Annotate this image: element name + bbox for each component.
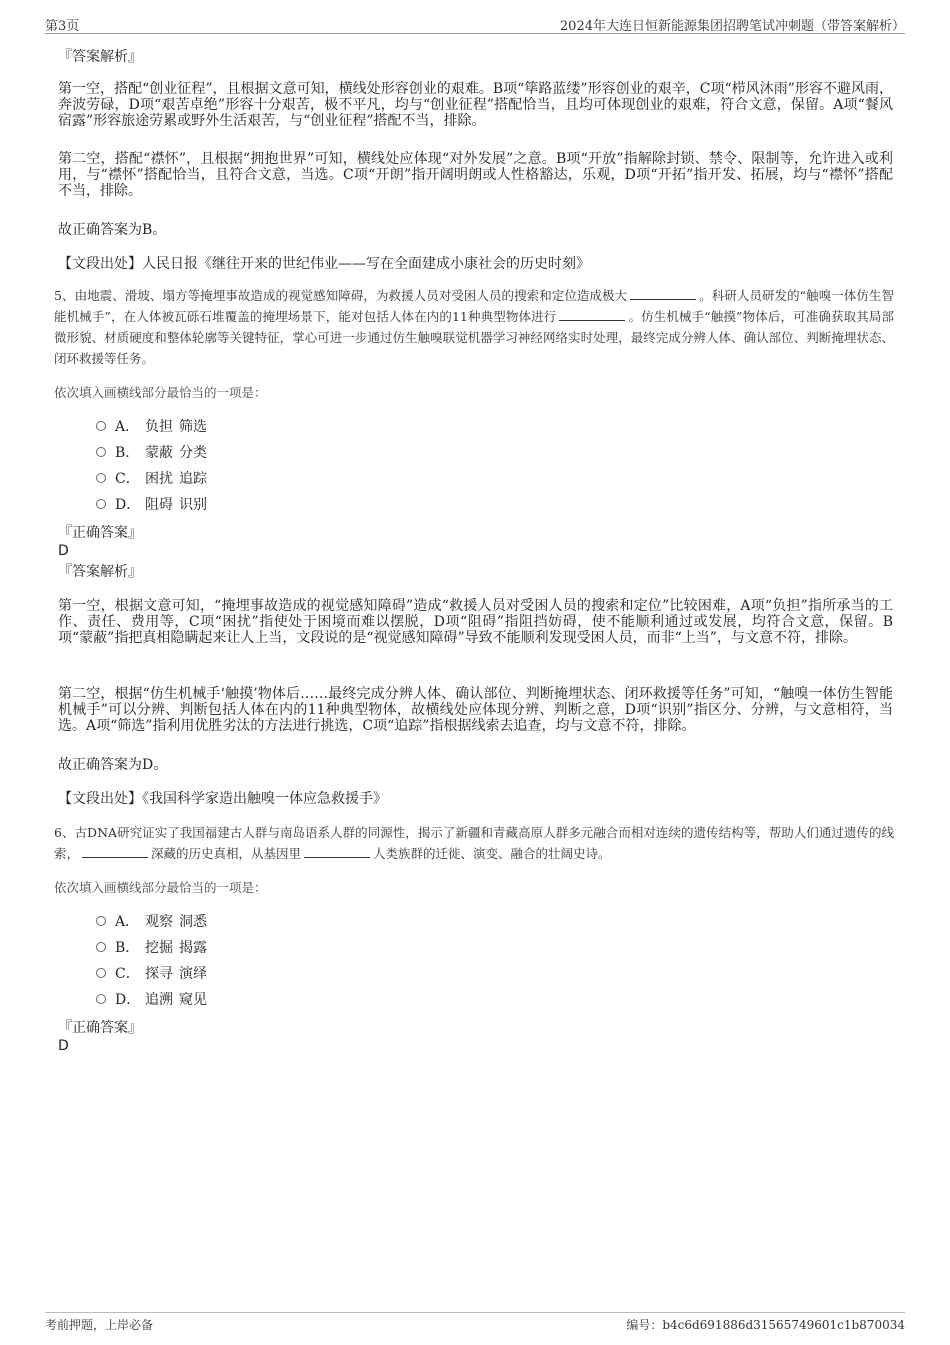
footer-slogan: 考前押题，上岸必备: [45, 1318, 154, 1332]
radio-button[interactable]: [96, 942, 106, 952]
radio-button[interactable]: [96, 447, 106, 457]
conclusion: 故正确答案为B。: [58, 222, 167, 238]
analysis-paragraph-2: 第二空，搭配“襟怀”，且根据“拥抱世界”可知，横线处应体现“对外发展”之意。B项“开放”指解除封锁、禁令、限制等，允许进入或利用，与“襟怀”搭配恰当，且符合文意，当选。C项“开朗”指开阔明朗或人性格豁达，乐观，D项“开拓”指开发、拓展，均与“襟怀”搭配不当，排除。: [58, 151, 893, 199]
document-title: 2024年大连日恒新能源集团招聘笔试冲刺题（带答案解析）: [559, 19, 905, 34]
radio-button[interactable]: [96, 968, 106, 978]
page-number: 第3页: [45, 19, 80, 34]
radio-button[interactable]: [96, 473, 106, 483]
correct-answer: D: [58, 543, 69, 559]
analysis-paragraph-2: 第二空，根据“仿生机械手‘触摸’物体后……最终完成分辨人体、确认部位、判断掩埋状态、闭环救援等任务”可知，“触嗅一体仿生智能机械手”可以分辨、判断包括人体在内的11种典型物体，故横线处应体现分辨、判断之意，D项“识别”指区分、分辨，与文意相符，当选。A项“筛选”指利用优胜劣汰的方法进行挑选，C项“追踪”指根据线索去追查，均与文意不符，排除。: [58, 686, 893, 734]
conclusion: 故正确答案为D。: [58, 757, 168, 773]
q5-option-a[interactable]: A． 负担 筛选: [96, 418, 207, 436]
radio-button[interactable]: [96, 994, 106, 1004]
q5-option-b[interactable]: B． 蒙蔽 分类: [96, 444, 207, 462]
question-5-text: 5、由地震、滑坡、塌方等掩埋事故造成的视觉感知障碍，为救援人员对受困人员的搜索和定位造成极大 。科研人员研发的“触嗅一体仿生智能机械手”，在人体被瓦砾石堆覆盖的掩埋场景下，能对包括人体在内的11种典型物体进行 。仿生机械手“触摸”物体后，可准确获取其局部微形貌、材质硬度和整体轮廓等关键特征，掌心可进一步通过仿生触嗅联觉机器学习神经网络实时处理，最终完成分辨人体、确认部位、判断掩埋状态、闭环救援等任务。: [54, 288, 894, 366]
fill-blank: [82, 846, 148, 858]
correct-answer-label: 『正确答案』: [58, 1020, 142, 1036]
page-header: [45, 14, 905, 34]
radio-button[interactable]: [96, 421, 106, 431]
q5-option-d[interactable]: D． 阻碍 识别: [96, 496, 207, 514]
q6-option-d[interactable]: D． 追溯 窥见: [96, 991, 207, 1009]
radio-button[interactable]: [96, 916, 106, 926]
correct-answer: D: [58, 1038, 69, 1054]
source-citation: 【文段出处】人民日报《继往开来的世纪伟业——写在全面建成小康社会的历史时刻》: [58, 256, 590, 272]
question-6-text: 6、古DNA研究证实了我国福建古人群与南岛语系人群的同源性，揭示了新疆和青藏高原人群多元融合而相对连续的遗传结构等，帮助人们通过遗传的线索， 深藏的历史真相，从基因里 人类族群的迁徙、演变、融合的壮阔史诗。: [54, 825, 894, 861]
q6-option-c[interactable]: C． 探寻 演绎: [96, 965, 207, 983]
source-citation: 【文段出处】《我国科学家造出触嗅一体应急救援手》: [58, 791, 387, 807]
question-5-prompt: 依次填入画横线部分最恰当的一项是：: [54, 385, 267, 400]
q5-option-c[interactable]: C． 困扰 追踪: [96, 470, 207, 488]
analysis-label: 『答案解析』: [58, 49, 142, 65]
analysis-label: 『答案解析』: [58, 564, 142, 580]
analysis-paragraph-1: 第一空，搭配“创业征程”，且根据文意可知，横线处形容创业的艰难。B项“筚路蓝缕”形容创业的艰辛，C项“栉风沐雨”形容不避风雨，奔波劳碌，D项“艰苦卓绝”形容十分艰苦，极不平凡，均与“创业征程”搭配恰当，且均可体现创业的艰难，符合文意，保留。A项“餐风宿露”形容旅途劳累或野外生活艰苦，与“创业征程”搭配不当，排除。: [58, 81, 893, 129]
correct-answer-label: 『正确答案』: [58, 525, 142, 541]
q6-option-a[interactable]: A． 观察 洞悉: [96, 913, 207, 931]
document-id: 编号：b4c6d691886d31565749601c1b870034: [626, 1318, 905, 1332]
page-footer: [45, 1312, 905, 1334]
fill-blank: [304, 846, 370, 858]
question-6-prompt: 依次填入画横线部分最恰当的一项是：: [54, 880, 267, 895]
radio-button[interactable]: [96, 499, 106, 509]
fill-blank: [559, 309, 625, 321]
fill-blank: [630, 288, 696, 300]
analysis-paragraph-1: 第一空，根据文意可知，“掩埋事故造成的视觉感知障碍”造成“救援人员对受困人员的搜索和定位”比较困难，A项“负担”指所承当的工作、责任、费用等，C项“困扰”指使处于困境而难以摆脱，D项“阻碍”指阻挡妨碍，使不能顺利通过或发展，均符合文意，保留。B项“蒙蔽”指把真相隐瞒起来让人上当，文段说的是“视觉感知障碍”导致不能顺利发现受困人员，而非“上当”，与文意不符，排除。: [58, 598, 893, 646]
q6-option-b[interactable]: B． 挖掘 揭露: [96, 939, 207, 957]
